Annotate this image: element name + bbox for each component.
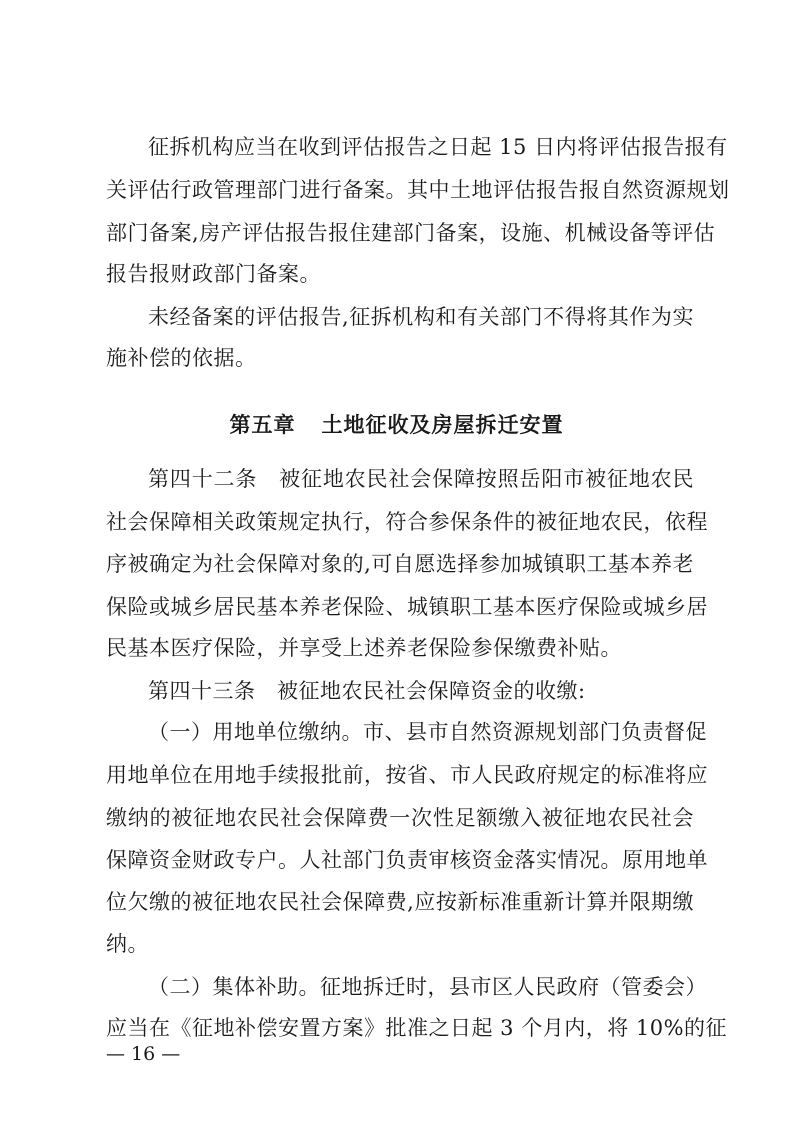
text-line: 序被确定为社会保障对象的,可自愿选择参加城镇职工基本养老 — [106, 552, 694, 576]
text-line: 第四十二条 被征地农民社会保障按照岳阳市被征地农民 — [148, 467, 694, 491]
chapter-heading — [0, 411, 793, 439]
text-line: 第四十三条 被征地农民社会保障资金的收缴: — [148, 679, 586, 703]
text-line: 报告报财政部门备案。 — [106, 262, 321, 286]
text-line: 保障资金财政专户。人社部门负责审核资金落实情况。原用地单 — [106, 848, 708, 872]
text-line: 缴纳的被征地农民社会保障费一次性足额缴入被征地农民社会 — [106, 806, 694, 830]
text-line: 施补偿的依据。 — [106, 346, 257, 370]
text-line: 纳。 — [106, 932, 149, 956]
text-line: 用地单位在用地手续报批前，按省、市人民政府规定的标准将应 — [106, 763, 708, 787]
text-line: 民基本医疗保险，并享受上述养老保险参保缴费补贴。 — [106, 636, 622, 660]
text-line: （一）用地单位缴纳。市、县市自然资源规划部门负责督促 — [148, 720, 707, 744]
text-line: 征拆机构应当在收到评估报告之日起 15 日内将评估报告报有 — [148, 135, 728, 159]
text-line: 部门备案,房产评估报告报住建部门备案，设施、机械设备等评估 — [106, 221, 716, 245]
text-line: （二）集体补助。征地拆迁时，县市区人民政府（管委会） — [148, 975, 707, 999]
text-line: 应当在《征地补偿安置方案》批准之日起 3 个月内，将 10%的征 — [106, 1016, 728, 1040]
chapter-title: 土地征收及房屋拆迁安置 — [321, 413, 564, 437]
chapter-number: 第五章 — [229, 413, 296, 437]
text-line: 社会保障相关政策规定执行，符合参保条件的被征地农民，依程 — [106, 510, 708, 534]
text-line: 未经备案的评估报告,征拆机构和有关部门不得将其作为实 — [148, 305, 694, 329]
page-number: — 16 — — [106, 1043, 181, 1065]
text-line: 关评估行政管理部门进行备案。其中土地评估报告报自然资源规划 — [106, 178, 730, 202]
text-line: 位欠缴的被征地农民社会保障费,应按新标准重新计算并限期缴 — [106, 890, 694, 914]
text-line: 保险或城乡居民基本养老保险、城镇职工基本医疗保险或城乡居 — [106, 595, 708, 619]
